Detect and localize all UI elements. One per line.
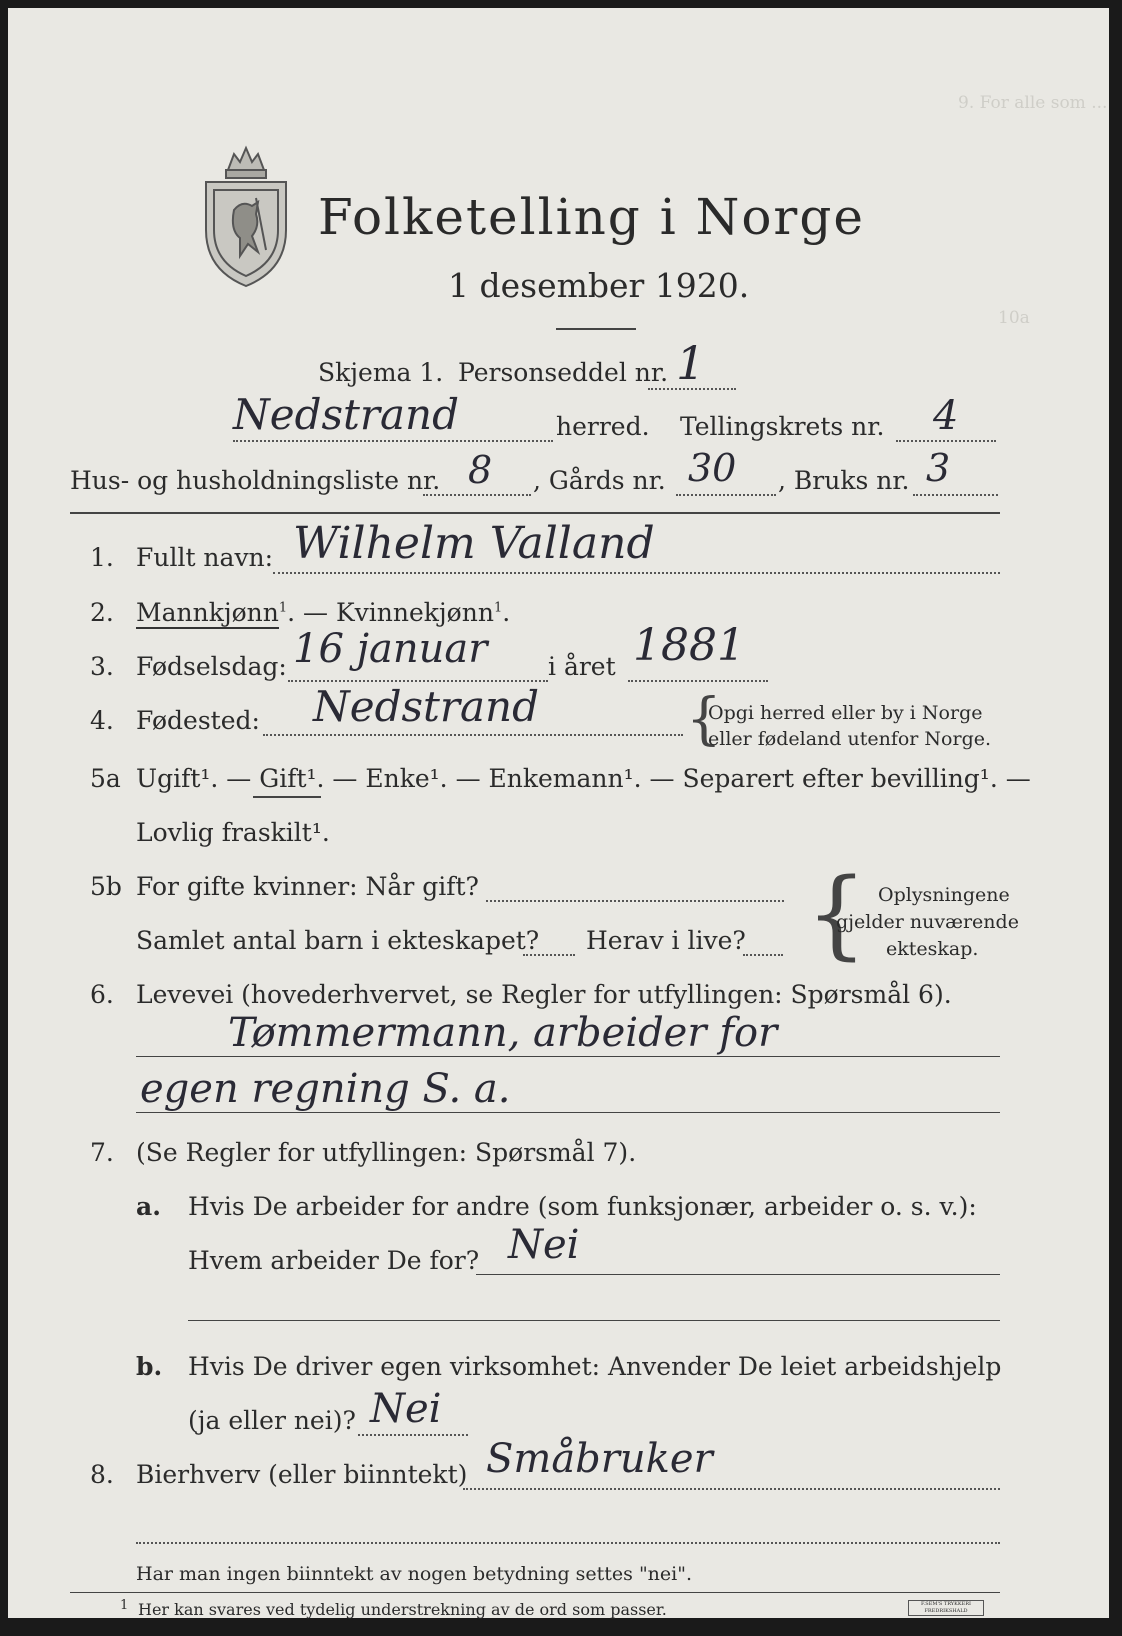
footnote-marker: 1 (493, 600, 503, 616)
q7-number: 7. (90, 1138, 114, 1167)
gards-value[interactable]: 30 (688, 446, 737, 490)
q7a-letter: a. (136, 1192, 161, 1221)
gards-field-line (676, 494, 776, 496)
q5b-alive-line (743, 954, 783, 956)
q6-field-line1 (136, 1056, 1000, 1057)
coat-of-arms-icon (196, 140, 296, 290)
schema-label: Skjema 1. (318, 358, 444, 387)
q5b-note-line3: ekteskap. (886, 938, 979, 960)
side-occupation-value[interactable]: Småbruker (486, 1436, 713, 1482)
personseddel-value[interactable]: 1 (676, 336, 706, 390)
q2-separator: . — (287, 598, 336, 627)
q3-year-line (628, 680, 768, 682)
q8-field-line (463, 1488, 1000, 1490)
bruks-field-line (913, 494, 998, 496)
q3-aret-label: i året (548, 652, 616, 681)
q2-sex-line (136, 598, 510, 627)
q5a-number: 5a (90, 764, 121, 793)
q1-number: 1. (90, 543, 114, 572)
q4-note-line1: Opgi herred eller by i Norge (708, 702, 983, 724)
q2-end: . (502, 598, 511, 627)
q7b-value[interactable]: Nei (370, 1386, 442, 1432)
tellingskrets-field-line (896, 440, 996, 442)
q7a-value[interactable]: Nei (508, 1222, 580, 1268)
bruks-label: , Bruks nr. (778, 466, 910, 495)
q5b-children-line (523, 954, 575, 956)
q6-number: 6. (90, 980, 114, 1009)
q5b-married-label: For gifte kvinner: Når gift? (136, 872, 479, 901)
header-divider (70, 512, 1000, 514)
q7a-field-line (476, 1274, 1000, 1275)
q8-label: Bierhverv (eller biinntekt) (136, 1460, 468, 1489)
q6-label: Levevei (hovederhvervet, se Regler for utfyllingen: Spørsmål 6). (136, 980, 952, 1009)
q1-field-line (273, 572, 1000, 574)
q5b-note-line1: Oplysningene (878, 884, 1010, 906)
q2-number: 2. (90, 598, 114, 627)
footnote-divider (70, 1592, 1000, 1593)
occupation-value-line2[interactable]: egen regning S. a. (140, 1066, 511, 1112)
husliste-value[interactable]: 8 (468, 448, 493, 492)
form-subtitle: 1 desember 1920. (448, 266, 750, 305)
form-title: Folketelling i Norge (318, 188, 865, 246)
printer-stamp: F.SEM'S TRYKKERI FREDRIKSHALD (908, 1600, 984, 1616)
q7b-question: (ja eller nei)? (188, 1406, 356, 1435)
q5b-note-line2: gjelder nuværende (836, 911, 1019, 933)
husliste-field-line (423, 494, 531, 496)
tellingskrets-label: Tellingskrets nr. (680, 412, 885, 441)
q4-note-bracket: { (686, 687, 722, 752)
q7a-text: Hvis De arbeider for andre (som funksjonær, arbeider o. s. v.): (188, 1192, 977, 1221)
footnote-number: 1 (120, 1598, 129, 1613)
biinntekt-note: Har man ingen biinntekt av nogen betydning settes "nei". (136, 1563, 693, 1585)
herred-field-line (233, 440, 553, 442)
q7a-question: Hvem arbeider De for? (188, 1246, 480, 1275)
q7b-letter: b. (136, 1352, 163, 1381)
q6-field-line2 (136, 1112, 1000, 1113)
gards-label: , Gårds nr. (533, 466, 666, 495)
census-form (8, 8, 1109, 1618)
q7-label: (Se Regler for utfyllingen: Spørsmål 7). (136, 1138, 637, 1167)
gender-female-option[interactable]: Kvinnekjønn (335, 598, 494, 627)
marital-gift-underline (253, 796, 321, 798)
full-name-value[interactable]: Wilhelm Valland (293, 518, 655, 569)
footnote-text: Her kan svares ved tydelig understrekning av de ord som passer. (138, 1600, 667, 1619)
bleed-through-text: 9. For alle som ... (958, 93, 1108, 113)
q8-number: 8. (90, 1460, 114, 1489)
gender-male-option[interactable]: Mannkjønn (136, 598, 279, 627)
q1-label: Fullt navn: (136, 543, 274, 572)
bleed-through-text: 10a (998, 308, 1030, 328)
personseddel-label: Personseddel nr. (458, 358, 669, 387)
title-divider (556, 328, 636, 330)
q5b-number: 5b (90, 872, 122, 901)
marital-status-divorced[interactable]: Lovlig fraskilt¹. (136, 818, 330, 847)
birthplace-value[interactable]: Nedstrand (313, 682, 539, 731)
q4-number: 4. (90, 706, 114, 735)
bruks-value[interactable]: 3 (926, 446, 951, 490)
herred-label: herred. (556, 412, 650, 441)
q5b-married-line (486, 900, 784, 902)
occupation-value-line1[interactable]: Tømmermann, arbeider for (228, 1010, 778, 1056)
husliste-label: Hus- og husholdningsliste nr. (70, 466, 441, 495)
q3-number: 3. (90, 652, 114, 681)
q4-label: Fødested: (136, 706, 260, 735)
tellingskrets-value[interactable]: 4 (933, 393, 959, 439)
q5b-alive-label: Herav i live? (586, 926, 746, 955)
q7a-field-line2 (188, 1320, 1000, 1321)
marital-status-options[interactable]: Ugift¹. — Gift¹. — Enke¹. — Enkemann¹. — Separert efter bevilling¹. — (136, 764, 1031, 793)
q5b-note-bracket: { (806, 858, 868, 970)
q8-field-line2 (136, 1542, 1000, 1544)
footnote-marker: 1 (278, 600, 288, 616)
q3-label: Fødselsdag: (136, 652, 287, 681)
q5b-children-label: Samlet antal barn i ekteskapet? (136, 926, 540, 955)
birth-date-value[interactable]: 16 januar (293, 626, 488, 672)
birth-year-value[interactable]: 1881 (633, 620, 745, 671)
q4-note-line2: eller fødeland utenfor Norge. (708, 728, 992, 750)
q4-field-line (263, 734, 683, 736)
q7b-text: Hvis De driver egen virksomhet: Anvender De leiet arbeidshjelp (188, 1352, 1002, 1381)
q7b-field-line (358, 1434, 468, 1436)
herred-value[interactable]: Nedstrand (233, 390, 459, 439)
